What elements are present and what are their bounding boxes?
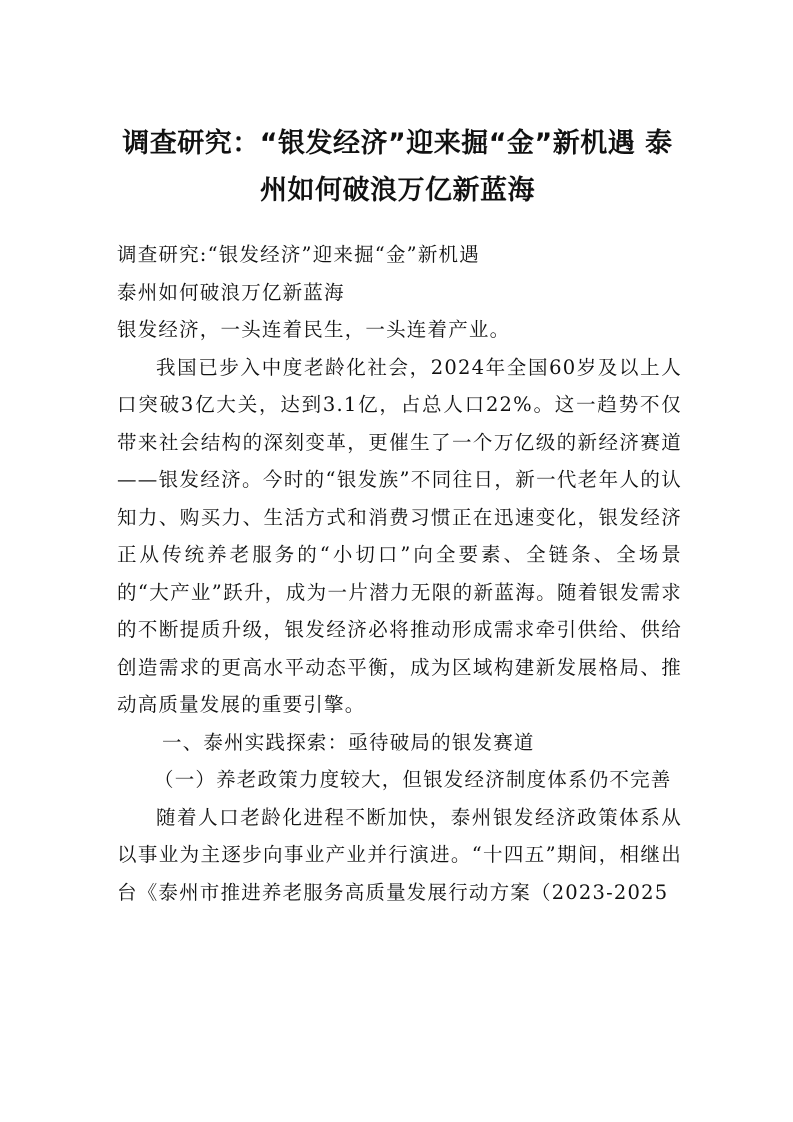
document-body	[117, 236, 682, 911]
subsection-heading: （一）养老政策力度较大，但银发经济制度体系仍不完善	[154, 768, 672, 791]
lead-paragraph: 银发经济，一头连着民生，一头连着产业。	[117, 318, 511, 341]
subtitle-line-2: 泰州如何破浪万亿新蓝海	[117, 280, 345, 304]
section-heading: 一、泰州实践探索：亟待破局的银发赛道	[162, 730, 535, 754]
subtitle-line-1: 调查研究:“银发经济”迎来掘“金”新机遇	[117, 243, 480, 266]
body-paragraph: 随着人口老龄化进程不断加快，泰州银发经济政策体系从以事业为主逐步向事业产业并行演进。“十四五”期间，相继出台《泰州市推进养老服务高质量发展行动方案（2023-2025	[117, 805, 682, 904]
document-title: 调查研究：“银发经济”迎来掘“金”新机遇 泰州如何破浪万亿新蓝海	[122, 128, 673, 206]
body-paragraph: 我国已步入中度老龄化社会，2024年全国60岁及以上人口突破3亿大关，达到3.1亿，占总人口22%。这一趋势不仅带来社会结构的深刻变革，更催生了一个万亿级的新经济赛道——银发经济。今时的“银发族”不同往日，新一代老年人的认知力、购买力、生活方式和消费习惯正在迅速变化，银发经济正从传统养老服务的“小切口”向全要素、全链条、全场景的“大产业”跃升，成为一片潜力无限的新蓝海。随着银发需求的不断提质升级，银发经济必将推动形成需求牵引供给、供给创造需求的更高水平动态平衡，成为区域构建新发展格局、推动高质量发展的重要引擎。	[117, 355, 682, 716]
